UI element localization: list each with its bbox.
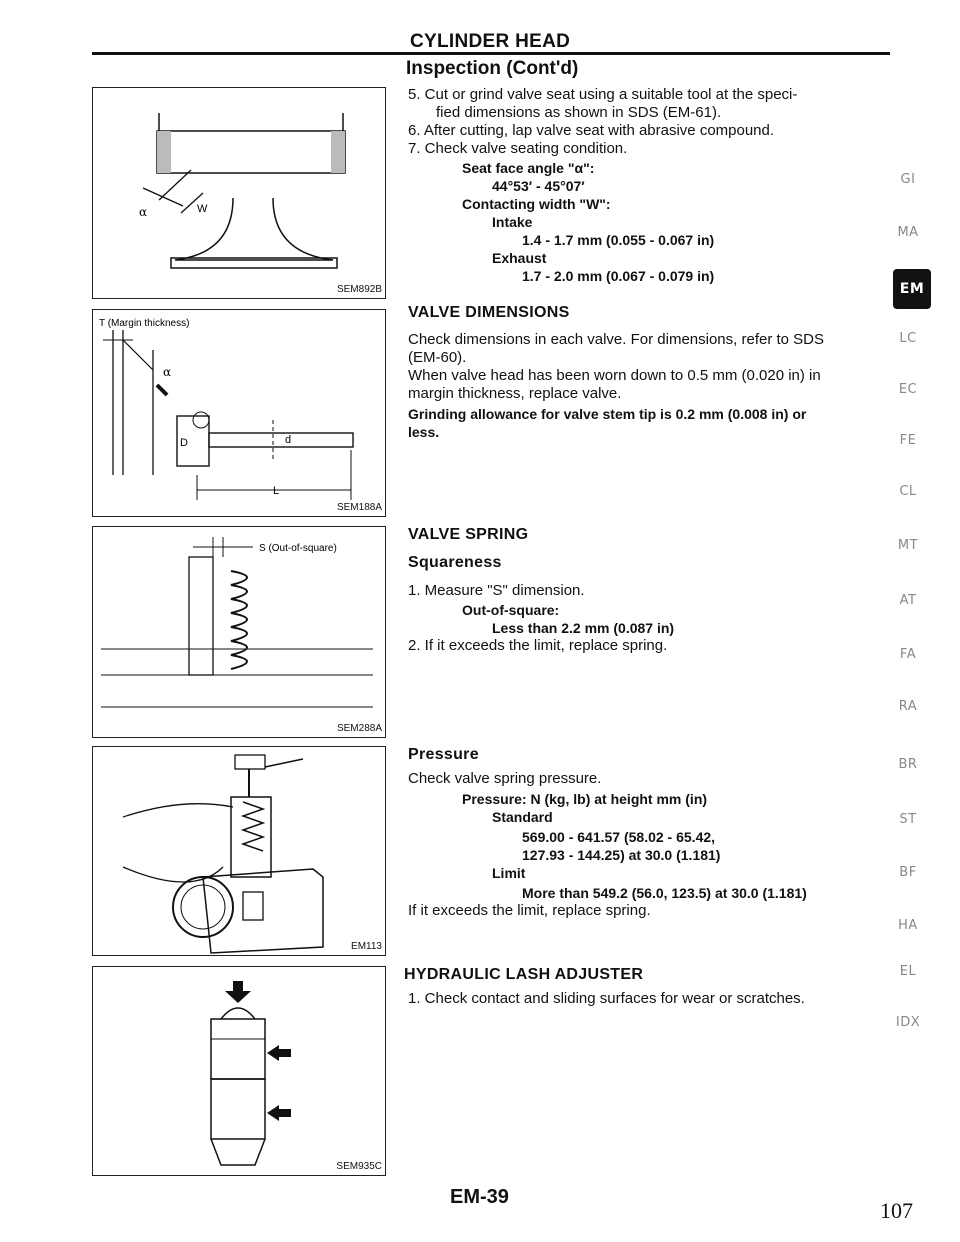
pressure-tester-diagram: [93, 747, 385, 955]
intake-label: Intake: [492, 214, 533, 230]
tab-lc[interactable]: LC: [899, 331, 917, 346]
exhaust-label: Exhaust: [492, 250, 547, 266]
valve-dim-line-2: (EM-60).: [408, 349, 467, 366]
tab-br[interactable]: BR: [898, 757, 918, 772]
tab-fa[interactable]: FA: [899, 647, 917, 662]
alpha-label: α: [163, 365, 172, 379]
intake-value: 1.4 - 1.7 mm (0.055 - 0.067 in): [522, 232, 715, 248]
tab-ec[interactable]: EC: [898, 382, 918, 397]
figure-code: SEM188A: [336, 502, 382, 513]
valve-seat-diagram: [93, 88, 385, 298]
step-7: 7. Check valve seating condition.: [408, 140, 628, 157]
figure-code: SEM892B: [336, 284, 382, 295]
valve-dimensions-diagram: [93, 310, 385, 516]
section-title: CYLINDER HEAD: [410, 31, 571, 52]
standard-value-2: 127.93 - 144.25) at 30.0 (1.181): [522, 847, 721, 863]
tab-gi[interactable]: GI: [900, 172, 916, 187]
tab-ra[interactable]: RA: [898, 699, 918, 714]
figure-spring-pressure-tester: [92, 746, 386, 956]
lash-step-1: 1. Check contact and sliding surfaces for wear or scratches.: [408, 990, 805, 1007]
standard-label: Standard: [492, 809, 553, 825]
tab-idx[interactable]: IDX: [895, 1015, 921, 1030]
tab-em[interactable]: EM: [893, 269, 931, 309]
step-5-line-2: fied dimensions as shown in SDS (EM-61).: [436, 104, 722, 121]
valve-dim-line-3: When valve head has been worn down to 0.5 mm (0.020 in) in: [408, 367, 821, 384]
step-6: 6. After cutting, lap valve seat with abrasive compound.: [408, 122, 775, 139]
d-small-label: d: [285, 434, 292, 446]
l-label: L: [273, 485, 280, 497]
w-label: W: [197, 203, 208, 215]
exhaust-value: 1.7 - 2.0 mm (0.067 - 0.079 in): [522, 268, 715, 284]
spring-step-2: 2. If it exceeds the limit, replace spring.: [408, 637, 668, 654]
valve-spring-heading: VALVE SPRING: [408, 526, 529, 543]
pressure-footer: If it exceeds the limit, replace spring.: [408, 902, 651, 919]
tab-ha[interactable]: HA: [898, 918, 918, 933]
limit-label: Limit: [492, 865, 526, 881]
header-rule: [92, 52, 890, 55]
figure-valve-dimensions: [92, 309, 386, 517]
lash-adjuster-heading: HYDRAULIC LASH ADJUSTER: [404, 966, 644, 983]
pressure-heading: Pressure: [408, 746, 479, 763]
lash-adjuster-diagram: [93, 967, 385, 1175]
valve-dim-line-6: less.: [408, 424, 440, 440]
figure-valve-seat: [92, 87, 386, 299]
figure-spring-squareness: [92, 526, 386, 738]
tab-st[interactable]: ST: [899, 812, 917, 827]
tab-bf[interactable]: BF: [899, 865, 917, 880]
tab-mt[interactable]: MT: [897, 538, 919, 553]
pressure-line-1: Check valve spring pressure.: [408, 770, 602, 787]
alpha-label: α: [139, 205, 148, 219]
tab-cl[interactable]: CL: [899, 484, 917, 499]
figure-code: SEM935C: [336, 1161, 382, 1172]
tab-ma[interactable]: MA: [897, 225, 919, 240]
out-of-square-label: S (Out-of-square): [259, 543, 337, 554]
standard-value-1: 569.00 - 641.57 (58.02 - 65.42,: [522, 829, 716, 845]
pressure-label: Pressure: N (kg, lb) at height mm (in): [462, 791, 708, 807]
valve-dim-line-4: margin thickness, replace valve.: [408, 385, 622, 402]
seat-angle-label: Seat face angle "α":: [462, 160, 595, 176]
section-subtitle: Inspection (Cont'd): [406, 58, 579, 79]
tab-fe[interactable]: FE: [899, 433, 917, 448]
step-5-line-1: 5. Cut or grind valve seat using a suitable tool at the speci-: [408, 86, 798, 103]
seat-angle-value: 44°53′ - 45°07′: [492, 178, 585, 194]
d-big-label: D: [180, 437, 188, 449]
margin-thickness-label: T (Margin thickness): [99, 318, 190, 329]
figure-code: SEM288A: [336, 723, 382, 734]
tab-el[interactable]: EL: [899, 964, 917, 979]
out-of-square-label: Out-of-square:: [462, 602, 560, 618]
tab-at[interactable]: AT: [899, 593, 917, 608]
out-of-square-value: Less than 2.2 mm (0.087 in): [492, 620, 675, 636]
valve-dimensions-heading: VALVE DIMENSIONS: [408, 304, 570, 321]
valve-dim-line-1: Check dimensions in each valve. For dimensions, refer to SDS: [408, 331, 825, 348]
limit-value: More than 549.2 (56.0, 123.5) at 30.0 (1.181): [522, 885, 807, 901]
contact-width-label: Contacting width "W":: [462, 196, 611, 212]
figure-code: EM113: [351, 941, 382, 952]
squareness-heading: Squareness: [408, 554, 502, 571]
spring-step-1: 1. Measure "S" dimension.: [408, 582, 585, 599]
page-code: EM-39: [450, 1186, 509, 1208]
valve-dim-line-5: Grinding allowance for valve stem tip is 0.2 mm (0.008 in) or: [408, 406, 807, 422]
spring-squareness-diagram: [93, 527, 385, 737]
figure-lash-adjuster: [92, 966, 386, 1176]
page-number: 107: [880, 1198, 913, 1223]
